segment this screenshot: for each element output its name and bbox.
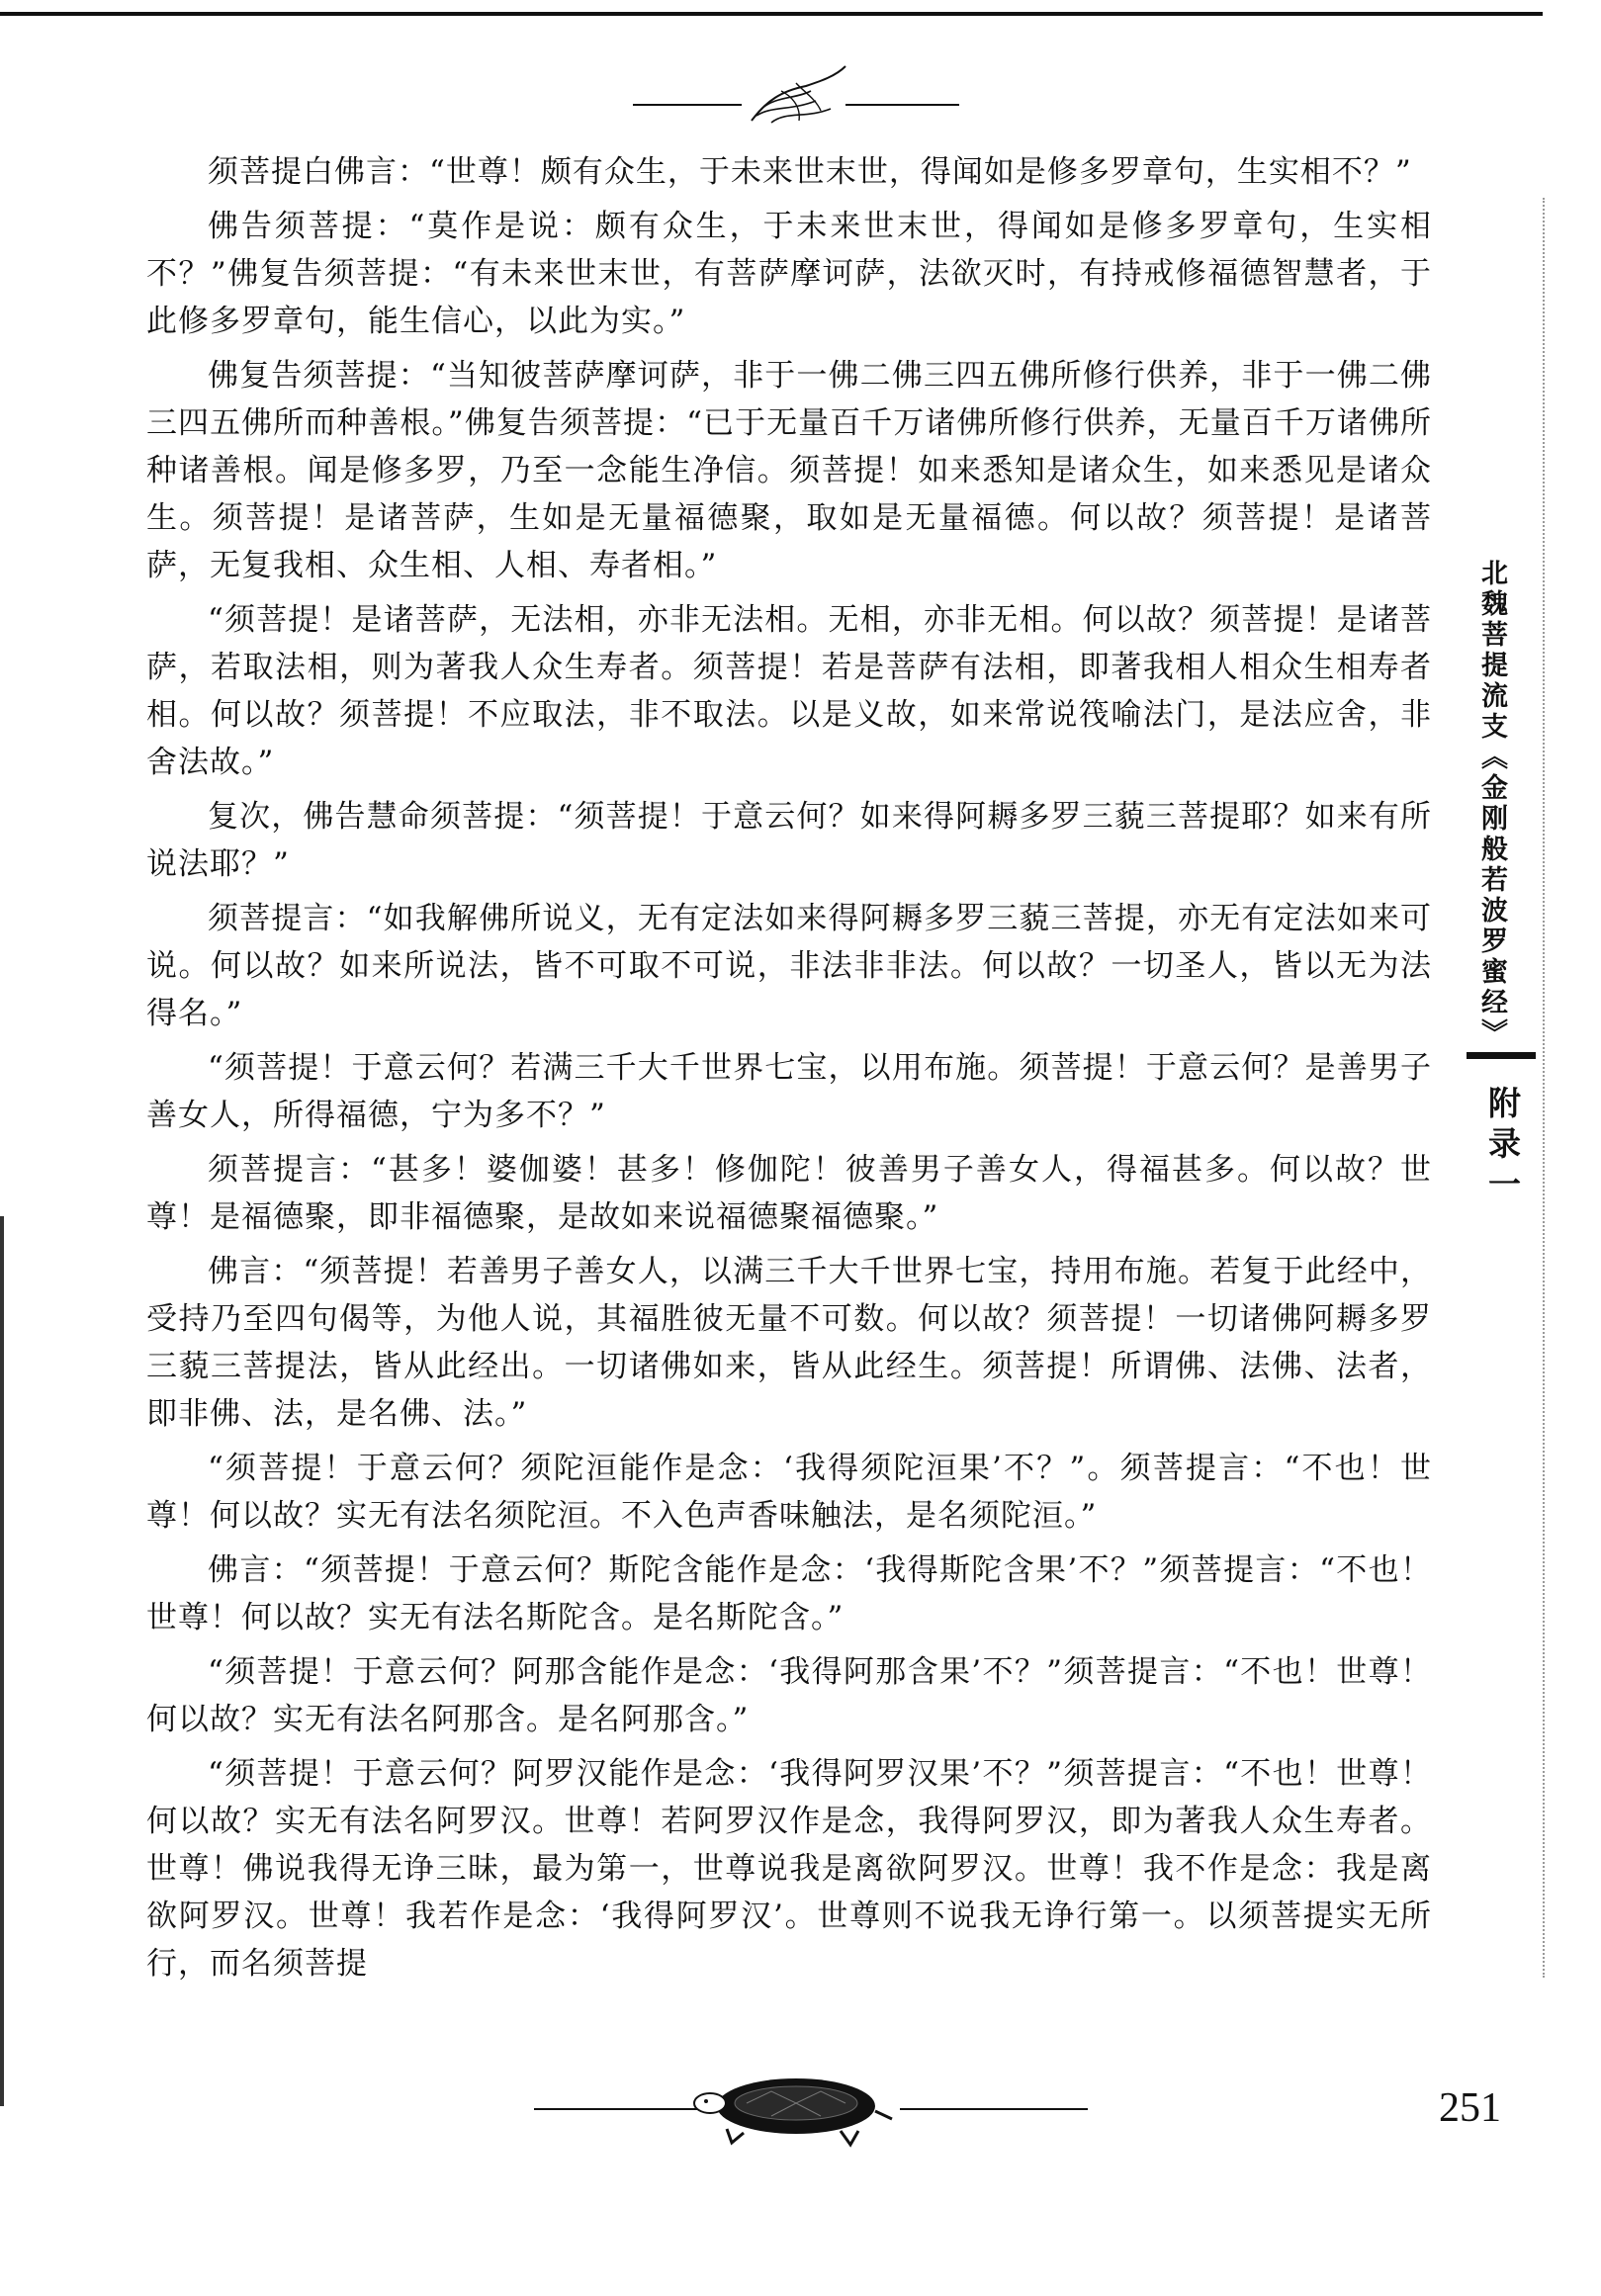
paragraph: 须菩提言：“如我解佛所说义，无有定法如来得阿耨多罗三藐三菩提，亦无有定法如来可说。何以故？如来所说法，皆不可取不可说，非法非非法。何以故？一切圣人，皆以无为法得名。” <box>146 901 1432 1031</box>
paragraph: “须菩提！于意云何？若满三千大千世界七宝，以用布施。须菩提！于意云何？是善男子善女人，所得福德，宁为多不？” <box>146 1050 1432 1133</box>
paragraph: 佛告须菩提：“莫作是说：颇有众生，于未来世末世，得闻如是修多罗章句，生实相不？”佛复告须菩提：“有未来世末世，有菩萨摩诃萨，法欲灭时，有持戒修福德智慧者，于此修多罗章句，能生信心，以此为实。” <box>146 209 1432 339</box>
paragraph: 须菩提言：“甚多！婆伽婆！甚多！修伽陀！彼善男子善女人，得福甚多。何以故？世尊！是福德聚，即非福德聚，是故如来说福德聚福德聚。” <box>146 1152 1432 1235</box>
paragraph: “须菩提！于意云何？须陀洹能作是念：‘我得须陀洹果’不？”。须菩提言：“不也！世尊！何以故？实无有法名须陀洹。不入色声香味触法，是名须陀洹。” <box>146 1451 1432 1534</box>
margin-dotted-line <box>1543 198 1547 1978</box>
top-rule <box>0 12 1543 16</box>
main-text <box>146 148 1432 1994</box>
header-ornament-icon <box>633 61 959 140</box>
section-label: 附录一 <box>1483 1086 1522 1207</box>
scan-edge <box>0 1216 4 2106</box>
paragraph: “须菩提！是诸菩萨，无法相，亦非无法相。无相，亦非无相。何以故？须菩提！是诸菩萨，若取法相，则为著我人众生寿者。须菩提！若是菩萨有法相，即著我相人相众生相寿者相。何以故？须菩提！不应取法，非不取法。以是义故，如来常说筏喻法门，是法应舍，非舍法故。” <box>146 602 1432 780</box>
paragraph: 佛复告须菩提：“当知彼菩萨摩诃萨，非于一佛二佛三四五佛所修行供养，非于一佛二佛三四五佛所而种善根。”佛复告须菩提：“已于无量百千万诸佛所修行供养，无量百千万诸佛所种诸善根。闻是修多罗，乃至一念能生净信。须菩提！如来悉知是诸众生，如来悉见是诸众生。须菩提！是诸菩萨，生如是无量福德聚，取如是无量福德。何以故？须菩提！是诸菩萨，无复我相、众生相、人相、寿者相。” <box>146 358 1432 583</box>
running-head-title: 北魏菩提流支《金刚般若波罗蜜经》 <box>1476 559 1507 1049</box>
paragraph: “须菩提！于意云何？阿罗汉能作是念：‘我得阿罗汉果’不？”须菩提言：“不也！世尊！何以故？实无有法名阿罗汉。世尊！若阿罗汉作是念，我得阿罗汉，即为著我人众生寿者。世尊！佛说我得无诤三昧，最为第一，世尊说我是离欲阿罗汉。世尊！我不作是念：我是离欲阿罗汉。世尊！我若作是念：‘我得阿罗汉’。世尊则不说我无诤行第一。以须菩提实无所行，而名须菩提 <box>146 1756 1432 1982</box>
paragraph: 须菩提白佛言：“世尊！颇有众生，于未来世末世，得闻如是修多罗章句，生实相不？” <box>208 154 1412 190</box>
page-number: 251 <box>1439 2085 1501 2131</box>
turtle-ornament-icon <box>534 2062 1088 2151</box>
paragraph: 复次，佛告慧命须菩提：“须菩提！于意云何？如来得阿耨多罗三藐三菩提耶？如来有所说法耶？” <box>146 799 1432 882</box>
paragraph: 佛言：“须菩提！于意云何？斯陀含能作是念：‘我得斯陀含果’不？”须菩提言：“不也！世尊！何以故？实无有法名斯陀含。是名斯陀含。” <box>146 1552 1432 1635</box>
paragraph: “须菩提！于意云何？阿那含能作是念：‘我得阿那含果’不？”须菩提言：“不也！世尊！何以故？实无有法名阿那含。是名阿那含。” <box>146 1654 1432 1737</box>
section-rule <box>1467 1052 1536 1059</box>
running-head <box>1471 559 1521 1049</box>
paragraph: 佛言：“须菩提！若善男子善女人，以满三千大千世界七宝，持用布施。若复于此经中，受持乃至四句偈等，为他人说，其福胜彼无量不可数。何以故？须菩提！一切诸佛阿耨多罗三藐三菩提法，皆从此经出。一切诸佛如来，皆从此经生。须菩提！所谓佛、法佛、法者，即非佛、法，是名佛、法。” <box>146 1254 1432 1432</box>
